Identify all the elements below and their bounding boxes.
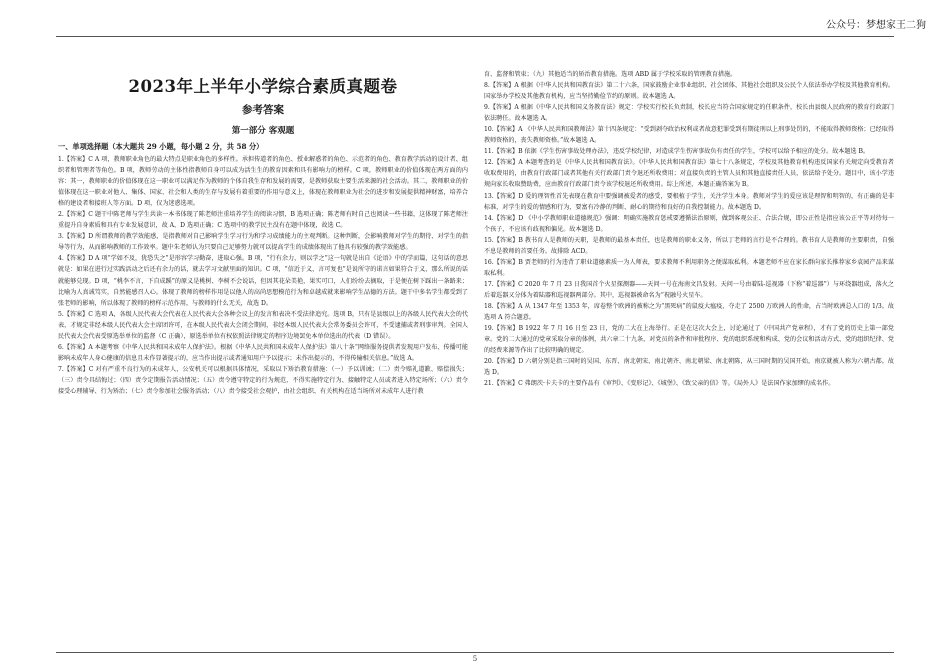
account-label: 公众号：梦想家王二狗	[826, 20, 926, 31]
answer-item: 17.【答案】C 2020 年 7 月 23 日我国首个火星探测器——天问一号在海南文昌发射。天问一号由着陆-巡视器（下称“着巡器”）与环绕器组成，落火之后着巡器又分体为着陆器和巡视器两部分。其中，巡视器被命名为“祝融号火星车。	[484, 280, 894, 299]
page-number: 5	[472, 655, 478, 663]
answer-item: 14.【答案】D 《中小学教师职业道德规范》强调：明确实施教育惩戒要遵循法治原则，做到客观公正、合法合规，即公正性是指应该公正平等对待每一个孩子，不应该有歧视和偏见。故本题选 D。	[484, 214, 894, 233]
answer-item: 3.【答案】D 所谓教师的教学效能感，是指教师对自己影响学生学习行为和学习成绩能力的主观判断。这种判断，会影响教师对学生的期待、对学生的指导等行为，从而影响教师的工作效率。题中朱老师认为只要自己足够努力就可以提高学生的成绩体现出了他具有较强的教学效能感。	[58, 233, 468, 252]
answer-item: 10.【答案】A 《中华人民共和国教师法》第十四条规定：“受到剥夺政治权利或者故意犯罪受到有期徒刑以上刑事处罚的，不能取得教师资格；已经取得教师资格的，丧失教师资格。”故本题选 A。	[484, 126, 894, 145]
answer-item: 15.【答案】B 教书育人是教师的天职，是教师的最基本责任，也是教师的职业义务，所以丁老师的言行是不合理的。教书育人是教师的主要职责，自强不息是教师的首要任务。故排除 ACD。	[484, 236, 894, 255]
document-subtitle: 参考答案	[242, 104, 284, 116]
answer-item: 8.【答案】A 根据《中华人民共和国教育法》第二十六条，国家鼓励企业事业组织、社会团体、其他社会组织及公民个人依法举办学校及其他教育机构。国家举办学校及其他教育机构，应当坚持勤俭节约的原则。故本题选 A。	[484, 82, 894, 101]
answer-item: 7.【答案】C 对有严重不良行为的未成年人，公安机关可以根据具体情况，采取以下矫治教育措施：（一）予以训诫；（二）责令赔礼道歉、赔偿损失；（三）责令具结悔过；（四）责令定期报告活动情况；（五）责令遵守特定的行为规范，不得实施特定行为、接触特定人员或者进入特定场所；（六）责令接受心理辅导、行为矫治；（七）责令参加社会服务活动；（八）责令接受社会观护，由社会组织、有关机构在适当场所对未成年人进行教	[58, 365, 468, 395]
section-heading: 一、单项选择题（本大题共 29 小题，每小题 2 分，共 58 分）	[58, 142, 264, 151]
answer-item: 16.【答案】B 贾老师的行为违背了职业道德素质一为人师表，要求教师不利用职务之便谋取私利。本题老师不应在家长群向家长推荐家乡袁园产品来谋取私利。	[484, 258, 894, 277]
answer-item: 9.【答案】A 根据《中华人民共和国义务教育法》规定：学校实行校长负责制，校长应当符合国家规定的任职条件，校长由县级人民政府的教育行政部门依法聘任。故本题选 A。	[484, 104, 894, 123]
header-divider	[56, 36, 894, 37]
answer-item: 20.【答案】D 六朝分别是指三国时的吴国、东晋、南北朝宋、南北朝齐、南北朝梁、南北朝陈，从三国时期的吴国开始，南京就被人称为六朝古都。故选 D。	[484, 358, 894, 377]
answer-item: 18.【答案】A 从 1347 年至 1353 年，席卷整个欧洲的被称之为“黑死病”的鼠疫大瘟疫，夺走了 2500 万欧洲人的性命，占当时欧洲总人口的 1/3。故选项 A 符合题意。	[484, 302, 894, 322]
answer-item: 21.【答案】C 弗朗茨·卡夫卡的主要作品有《审判》、《变形记》、《城堡》、《致父亲的信》等。《局外人》是法国作家加缪的成名作。	[484, 380, 835, 388]
answer-item: 4.【答案】D A 项“学如不及，犹恐失之”是形容学习勤奋，进取心强。B 项，“行有余力，则以学之”这一句就是出自《论语》中的学而篇，这句话的意思就是：如果在进行过实践活动之后还有余力的话，就去学习文献里面的知识。C 项，“信近于义，言可复也”是说所守的诺言如果符合于义，那么所说的话就能够兑现。D 项，“桃李不言，下自成蹊”的原义是桃树、李树不会说话，但因其花朵美艳，果实可口，人们纷纷去摘取，于是便在树下踩出一条路来；比喻为人真诚笃实，自然能感召人心。体现了教师的榜样作用是以他人的高尚思想模范行为和卓越成就来影响学生品德的方法。题干中多名学生都受到了张老师的影响，所以体现了教师的榜样示范作用，与教师的什么无关，故选 D。	[58, 255, 468, 307]
document-title: 2023年上半年小学综合素质真题卷	[128, 77, 398, 96]
answer-item: 11.【答案】B 依据《学生伤害事故处理办法》，违反学校纪律，对造成学生伤害事故负有责任的学生，学校可以给予相应的处分。故本题选 B。	[484, 148, 870, 156]
answer-item: 6.【答案】A 本题考察《中华人民共和国未成年人保护法》。根据《中华人民共和国未成年人保护法》第八十条“网络服务提供者发现用户发布、传播可能影响未成年人身心健康的信息且未作显著提示的，应当作出提示或者通知用户予以提示；未作出提示的，不得传输相关信息。”故选 A。	[58, 343, 468, 362]
right-column	[484, 69, 894, 389]
answer-item: 育、监督和管束；（九）其他适当的矫治教育措施。选项 ABD 属于学校采取的管理教育措施。	[484, 71, 737, 78]
left-column	[58, 67, 468, 397]
answer-item: 1.【答案】C A 项，教师职业角色的最大特点是职业角色的多样性。承担传道者的角色、授业解惑者的角色、示范者的角色、教育教学活动的设计者、组织者和管理者等角色。B 项，教师劳动的主体性指教师自身可以成为活生生的教育因素和具有影响力的榜样。C 项，教师职业的价值体现在两方面的内容：其一，教师职业的价值体现在这一职业可以满足作为教师的个体自我生存和发展的需要，是教师获取主要生活来源的社会活动。其二，教师职业的价值体现在这一职业对他人、集体、国家、社会和人类的生存与发展有着重要的作用与意义上，体现在教师职业为社会的进步和发展提供精神财富，培养合格的建设者和接班人等方面。D 项，仅为迷惑选项。	[58, 156, 468, 208]
part-heading: 第一部分 客观题	[231, 126, 295, 136]
answer-item: 19.【答案】B 1922 年 7 月 16 日至 23 日，党的二大在上海举行。正是在这次大会上，讨论通过了《中国共产党章程》，才有了党的历史上第一部党章。党的二大通过的党章采取分章的体例，共六章二十九条，对党员的条件和审批程序、党的组织系统和构成、党的会议和活动方式、党的组织纪律、党的经费来源等作出了比较明确的规定。	[484, 325, 894, 355]
page-header	[0, 0, 950, 38]
answer-item: 12.【答案】A 本题考查的是《中华人民共和国教育法》。《中华人民共和国教育法》第七十八条规定，学校及其他教育机构违反国家有关规定向受教育者收取费用的，由教育行政部门或者其他有关行政部门责令退还所收费用；对直接负责的主管人员和其他直接责任人员，依法给予处分。题目中，该小学违规向家长收取赞助费，应由教育行政部门责令该学校退还所收费用。综上所述，本题正确答案为 B。	[484, 159, 894, 189]
answer-item: 5.【答案】C 选项 A，各级人民代表大会代表在人民代表大会各种会议上的发言和表决不受法律追究。选项 B，只有是县级以上的各级人民代表大会的代表，才规定非经本级人民代表大会主席团许可，在本级人民代表大会闭会期间，非经本级人民代表大会常务委员会许可，不受逮捕或者刑事审判。全国人民代表大会代表受原选举单位的监督（C 正确），原选举单位有权依照法律规定的程序边境罢免本单位选出的代表（D 错误）。	[58, 310, 468, 340]
answer-item: 13.【答案】D 爱的理智性首先表现在教育中要强调被爱者的感受，要根植于学生，关注学生本身。教师对学生的爱应该是理智和明智的，有正确的是非标准，对学生的爱的情感和行为，要富有冷静的判断、耐心的期待和良好的自我控制能力。故本题选 D。	[484, 192, 894, 211]
answer-item: 2.【答案】C 题干中陈老师与学生共读一本书体现了陈老师注重培养学生的阅读习惯，B 选项正确；陈老师有时自己也阅读一些书籍，这体现了陈老师注重提升自身素质和具有专业发展意识，故 A、D 选项正确；C 选项中的教学民主没有在题中体现，故选 C。	[58, 211, 468, 230]
footer-divider	[56, 652, 894, 653]
